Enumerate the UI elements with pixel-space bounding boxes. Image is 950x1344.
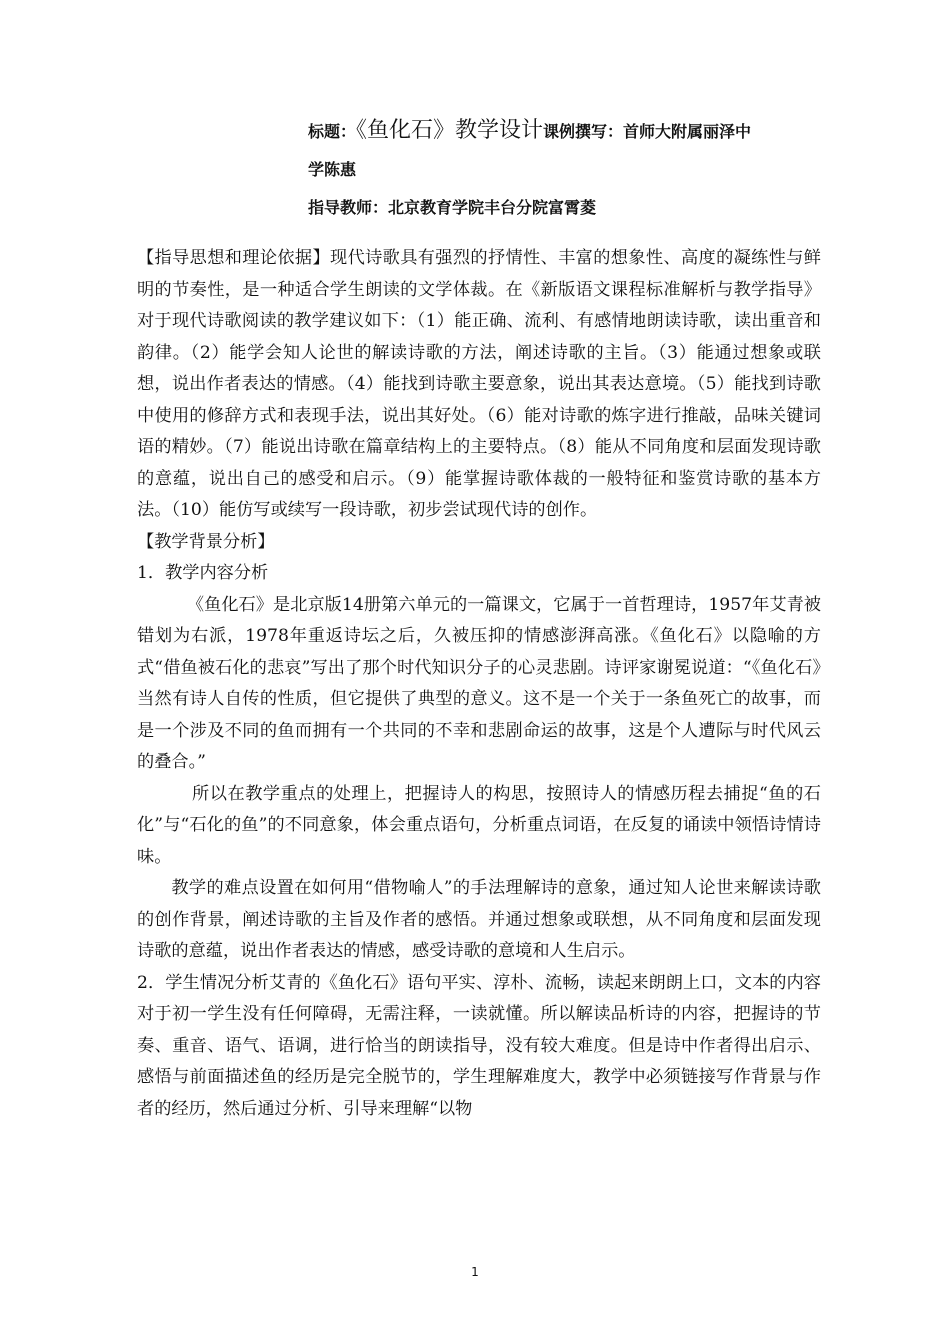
document-body: [137, 243, 821, 1125]
subheading-content-analysis: 1．教学内容分析: [137, 563, 269, 583]
content-analysis-paragraph: 《鱼化石》是北京版14册第六单元的一篇课文，它属于一首哲理诗，1957年艾青被错划为右派，1978年重返诗坛之后，久被压抑的情感澎湃高涨。《鱼化石》以隐喻的方式“借鱼被石化的悲哀”写出了那个时代知识分子的心灵悲剧。诗评家谢冕说道：“《鱼化石》当然有诗人自传的性质，但它提供了典型的意义。这不是一个关于一条鱼死亡的故事，而是一个涉及不同的鱼而拥有一个共同的不幸和悲剧命运的故事，这是个人遭际与时代风云的叠合。”: [137, 594, 821, 772]
page-number: 1: [471, 1265, 479, 1279]
student-analysis-paragraph: 2．学生情况分析艾青的《鱼化石》语句平实、淳朴、流畅，读起来朗朗上口，文本的内容对于初一学生没有任何障碍，无需注释，一读就懂。所以解读品析诗的内容，把握诗的节奏、重音、语气、语调，进行恰当的朗读指导，没有较大难度。但是诗中作者得出启示、感悟与前面描述鱼的经历是完全脱节的，学生理解难度大，教学中必须链接写作背景与作者的经历，然后通过分析、引导来理解“以物: [137, 972, 821, 1119]
teaching-difficulty-paragraph: 教学的难点设置在如何用“借物喻人”的手法理解诗的意象，通过知人论世来解读诗歌的创作背景，阐述诗歌的主旨及作者的感悟。并通过想象或联想，从不同角度和层面发现诗歌的意蕴，说出作者表达的情感，感受诗歌的意境和人生启示。: [137, 878, 821, 961]
title-line: [308, 112, 818, 151]
document-header: [308, 112, 818, 227]
author-line-continued: 学陈惠: [308, 160, 357, 179]
author-line: 课例撰写：首师大附属丽泽中: [543, 122, 752, 141]
teaching-focus-paragraph: 所以在教学重点的处理上，把握诗人的构思，按照诗人的情感历程去捕捉“鱼的石化”与“石化的鱼”的不同意象，体会重点语句，分析重点词语，在反复的诵读中领悟诗情诗味。: [137, 783, 821, 867]
title-label: 标题：: [308, 122, 357, 141]
guiding-theory-paragraph: 【指导思想和理论依据】现代诗歌具有强烈的抒情性、丰富的想象性、高度的凝练性与鲜明的节奏性，是一种适合学生朗读的文学体裁。在《新版语文课程标准解析与教学指导》对于现代诗歌阅读的教学建议如下：（1）能正确、流利、有感情地朗读诗歌，读出重音和韵律。（2）能学会知人论世的解读诗歌的方法，阐述诗歌的主旨。（3）能通过想象或联想，说出作者表达的情感。（4）能找到诗歌主要意象，说出其表达意境。（5）能找到诗歌中使用的修辞方式和表现手法，说出其好处。（6）能对诗歌的炼字进行推敲，品味关键词语的精妙。（7）能说出诗歌在篇章结构上的主要特点。（8）能从不同角度和层面发现诗歌的意蕴，说出自己的感受和启示。（9）能掌握诗歌体裁的一般特征和鉴赏诗歌的基本方法。（10）能仿写或续写一段诗歌，初步尝试现代诗的创作。: [137, 248, 821, 520]
document-title: 《鱼化石》教学设计: [356, 118, 544, 143]
section-heading-background: 【教学背景分析】: [137, 531, 275, 552]
advisor-line: 指导教师：北京教育学院丰台分院富霄菱: [308, 198, 597, 217]
